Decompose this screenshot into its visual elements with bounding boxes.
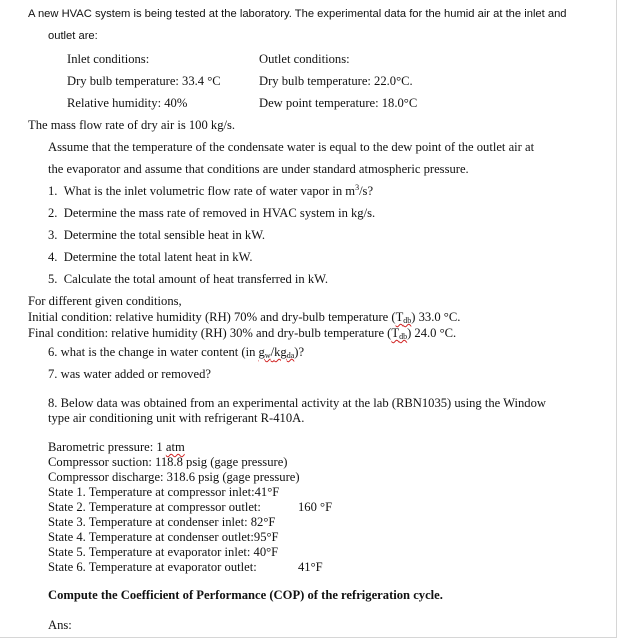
q5-number: 5. — [48, 272, 64, 286]
state-3: State 3. Temperature at condenser inlet: 82°F — [48, 515, 276, 529]
q4-text: Determine the total latent heat in kW. — [63, 250, 253, 264]
q1-superscript: 3 — [355, 183, 360, 192]
state-2-label: State 2. Temperature at compressor outlet: — [48, 500, 261, 514]
barometric-pressure: Barometric pressure: 1 atm — [48, 440, 185, 454]
initial-post: ) 33.0 °C. — [411, 310, 461, 324]
inlet-heading: Inlet conditions: — [67, 52, 150, 66]
q1-text: What is the inlet volumetric flow rate of water vapor in m — [63, 184, 356, 198]
question-4 — [48, 250, 252, 265]
question-7: 7. was water added or removed? — [48, 367, 211, 381]
answer-label: Ans: — [48, 618, 72, 632]
q5-text: Calculate the total amount of heat transferred in kW. — [63, 272, 329, 286]
initial-tdb: $T_{db}$ — [395, 310, 412, 325]
q6-pre: 6. what is the change in water content (in — [48, 345, 259, 359]
state-2-value: 160 °F — [298, 500, 333, 514]
outlet-heading: Outlet conditions: — [259, 52, 350, 66]
mass-flow-statement: The mass flow rate of dry air is 100 kg/s. — [28, 118, 236, 132]
initial-condition — [28, 310, 460, 325]
outlet-dew-point: Dew point temperature: 18.0°C — [259, 96, 418, 110]
q3-text: Determine the total sensible heat in kW. — [63, 228, 266, 242]
question-5 — [48, 272, 328, 287]
q1-end: /s? — [359, 184, 374, 198]
q2-number: 2. — [48, 206, 64, 220]
final-condition — [28, 326, 456, 341]
outlet-dry-bulb: Dry bulb temperature: 22.0°C. — [259, 74, 413, 88]
final-pre: Final condition: relative humidity (RH) 30% and dry-bulb temperature ( — [28, 326, 392, 340]
assumption-line-2: the evaporator and assume that conditions are under standard atmospheric pressure. — [48, 162, 469, 176]
question-8-line-1: 8. Below data was obtained from an experimental activity at the lab (RBN1035) using the Window — [48, 396, 546, 410]
q6-post: )? — [294, 345, 305, 359]
question-6 — [48, 345, 304, 360]
intro-line-2: outlet are: — [48, 30, 98, 42]
state-6-label: State 6. Temperature at evaporator outlet: — [48, 560, 257, 574]
q1-number: 1. — [48, 184, 64, 198]
assumption-line-1: Assume that the temperature of the condensate water is equal to the dew point of the outlet air at — [48, 140, 535, 154]
question-2 — [48, 206, 375, 221]
state-4: State 4. Temperature at condenser outlet:95°F — [48, 530, 279, 544]
q4-number: 4. — [48, 250, 64, 264]
section2-heading: For different given conditions, — [28, 294, 182, 308]
inlet-dry-bulb: Dry bulb temperature: 33.4 °C — [67, 74, 221, 88]
barometric-unit: atm — [165, 440, 185, 454]
compressor-discharge: Compressor discharge: 318.6 psig (gage pressure) — [48, 470, 300, 484]
state-6-value: 41°F — [298, 560, 323, 574]
q6-unit: $g_w/kg_{da}$ — [258, 345, 295, 360]
question-8-line-2: type air conditioning unit with refrigerant R-410A. — [48, 411, 305, 425]
compressor-suction: Compressor suction: 118.8 psig (gage pressure) — [48, 455, 288, 469]
state-5: State 5. Temperature at evaporator inlet: 40°F — [48, 545, 279, 559]
initial-pre: Initial condition: relative humidity (RH) 70% and dry-bulb temperature ( — [28, 310, 396, 324]
inlet-relative-humidity: Relative humidity: 40% — [67, 96, 188, 110]
q3-number: 3. — [48, 228, 64, 242]
final-tdb: $T_{db}$ — [391, 326, 408, 341]
question-3 — [48, 228, 265, 243]
q2-text: Determine the mass rate of removed in HVAC system in kg/s. — [63, 206, 376, 220]
question-1 — [48, 184, 373, 199]
final-post: ) 24.0 °C. — [407, 326, 457, 340]
state-1: State 1. Temperature at compressor inlet:41°F — [48, 485, 280, 499]
intro-line-1: A new HVAC system is being tested at the laboratory. The experimental data for the humid air at the inlet and — [28, 8, 567, 20]
cop-question: Compute the Coefficient of Performance (COP) of the refrigeration cycle. — [48, 588, 443, 602]
